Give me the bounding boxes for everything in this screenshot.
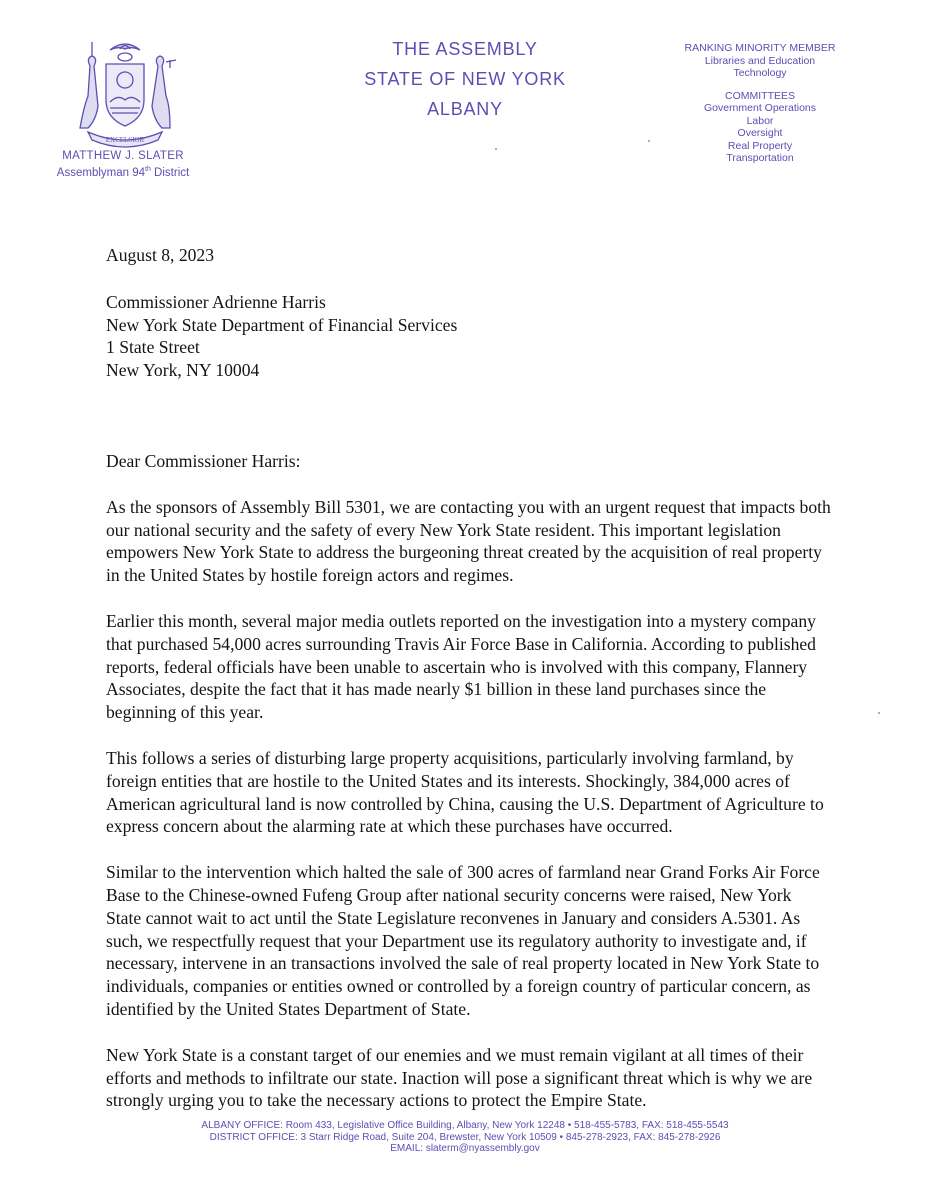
address-line: 1 State Street — [106, 337, 200, 358]
body-paragraph: Similar to the intervention which halted the sale of 300 acres of farmland near Grand Forks Air Force Base to the Chinese-owned Fufeng Group after national security concerns were raised, New York State cannot wait to act until the State Legislature reconvenes in January and considers A.5301. As such, we respectfully request that your Department use its regulatory authority to investigate and, if necessary, intervene in an transactions involved the sale of real property located in New York State to individuals, companies or entities owned or controlled by a foreign country of particular concern, as identified by the United States Department of State. — [106, 862, 820, 1019]
scan-speck — [878, 712, 880, 714]
member-title: Assemblyman 94th District — [56, 166, 190, 179]
email-line: EMAIL: slaterm@nyassembly.gov — [390, 1143, 540, 1154]
district-office-line: DISTRICT OFFICE: 3 Starr Ridge Road, Suite 204, Brewster, New York 10509 • 845-278-2923, FAX: 845-278-2926 — [209, 1131, 721, 1143]
assembly-heading — [300, 34, 630, 124]
committee-item: Real Property — [727, 139, 793, 152]
assembly-line: STATE OF NEW YORK — [364, 69, 566, 89]
assembly-line: THE ASSEMBLY — [392, 39, 538, 59]
body-paragraph: Earlier this month, several major media outlets reported on the investigation into a mystery company that purchased 54,000 acres surrounding Travis Air Force Base in California. According to published reports, federal officials have been unable to ascertain who is involved with this company, Flannery Associates, despite the fact that it has made nearly $1 billion in these land purchases since the beginning of this year. — [106, 610, 816, 723]
committee-item: Labor — [746, 114, 774, 127]
address-line: New York, NY 10004 — [106, 360, 260, 381]
body-paragraph: As the sponsors of Assembly Bill 5301, we are contacting you with an urgent request that impacts both our national security and the safety of every New York State resident. This important legislation empowers New York State to address the burgeoning threat created by the acquisition of real property in the United States by hostile foreign actors and regimes. — [106, 496, 831, 586]
scan-speck — [495, 148, 497, 150]
body-paragraph: New York State is a constant target of our enemies and we must remain vigilant at all times of their efforts and methods to infiltrate our state. Inaction will pose a significant threat which is why we are strongly urging you to take the necessary actions to protect the Empire State. — [106, 1044, 813, 1111]
address-line: Commissioner Adrienne Harris — [106, 291, 326, 312]
assembly-line: ALBANY — [427, 99, 503, 119]
new-york-state-seal-icon — [66, 36, 184, 152]
salutation: Dear Commissioner Harris: — [106, 450, 301, 471]
address-line: New York State Department of Financial Services — [106, 314, 458, 335]
member-block — [38, 150, 208, 180]
body-paragraph: This follows a series of disturbing large property acquisitions, particularly involving farmland, by foreign entities that are hostile to the United States and its interests. Shockingly, 384,000 acres of American agricultural land is now controlled by China, causing the U.S. Department of Agriculture to express concern about the alarming rate at which these purchases have occurred. — [106, 747, 824, 837]
letter-body — [106, 244, 831, 1135]
letter-date: August 8, 2023 — [106, 245, 215, 265]
member-name: MATTHEW J. SLATER — [62, 150, 184, 162]
committees-block — [660, 42, 860, 165]
ranking-line: Libraries and Education — [704, 54, 816, 67]
ranking-title: RANKING MINORITY MEMBER — [684, 42, 836, 54]
scan-speck — [648, 140, 650, 142]
committee-item: Government Operations — [703, 102, 817, 114]
committees-title: COMMITTEES — [725, 89, 795, 102]
committee-item: Transportation — [726, 152, 794, 164]
ranking-line: Technology — [733, 67, 787, 79]
albany-office-line: ALBANY OFFICE: Room 433, Legislative Office Building, Albany, New York 12248 • 518-455-5783, FAX: 518-455-5543 — [201, 1120, 729, 1131]
recipient-address — [106, 291, 831, 382]
office-footer — [150, 1120, 780, 1155]
committee-item: Oversight — [737, 127, 783, 139]
seal-motto: EXCELSIOR — [105, 136, 145, 144]
